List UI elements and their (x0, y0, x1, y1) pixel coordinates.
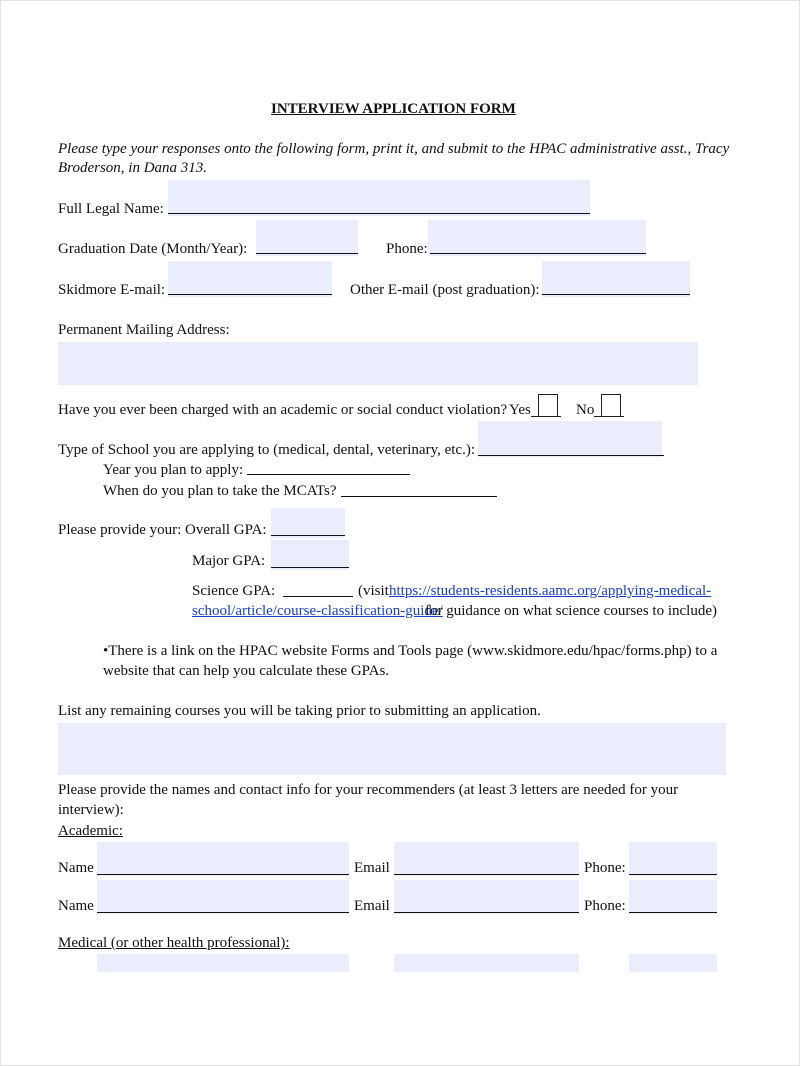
full-name-underline (168, 213, 590, 214)
courses-field[interactable] (58, 723, 726, 775)
other-email-label: Other E-mail (post graduation): (350, 282, 540, 298)
recommender-1-email-underline (394, 874, 579, 875)
recommender-2-name-field[interactable] (97, 880, 349, 914)
other-email-field[interactable] (542, 261, 690, 297)
medical-name-field[interactable] (97, 954, 349, 972)
graduation-label: Graduation Date (Month/Year): (58, 241, 248, 257)
medical-phone-field[interactable] (629, 954, 717, 972)
academic-heading: Academic: (58, 823, 123, 839)
recommender-2-name-label: Name (58, 898, 94, 914)
science-gpa-underline[interactable] (283, 596, 353, 597)
school-type-underline (478, 455, 664, 456)
address-label: Permanent Mailing Address: (58, 322, 230, 338)
yes-label: Yes (509, 402, 531, 418)
address-field[interactable] (58, 342, 698, 385)
visit-open: (visit (358, 583, 389, 599)
yes-checkbox[interactable] (538, 394, 558, 416)
recommender-2-name-underline (97, 912, 349, 913)
recommender-2-email-underline (394, 912, 579, 913)
recommender-2-email-label: Email (354, 898, 390, 914)
aamc-link-part-1[interactable]: https://students-residents.aamc.org/applying-medical- (389, 583, 712, 599)
major-gpa-label: Major GPA: (192, 553, 266, 569)
gpa-note-line-1: •There is a link on the HPAC website Forms and Tools page (www.skidmore.edu/hpac/forms.php) to a (103, 643, 718, 659)
recommender-2-phone-underline (629, 912, 717, 913)
recommender-1-email-field[interactable] (394, 842, 579, 876)
instructions-line-1: Please type your responses onto the following form, print it, and submit to the HPAC administrative asst., Tracy (58, 141, 730, 157)
skidmore-email-underline (168, 294, 332, 295)
form-title: INTERVIEW APPLICATION FORM (271, 101, 516, 117)
major-gpa-underline (271, 567, 349, 568)
other-email-underline (542, 294, 690, 295)
school-type-label: Type of School you are applying to (medical, dental, veterinary, etc.): (58, 442, 475, 458)
graduation-field[interactable] (256, 220, 358, 256)
recommender-1-name-field[interactable] (97, 842, 349, 876)
full-name-field[interactable] (168, 180, 590, 216)
skidmore-email-field[interactable] (168, 261, 332, 297)
major-gpa-field[interactable] (271, 540, 349, 570)
recommenders-line-2: interview): (58, 802, 124, 818)
year-apply-underline[interactable] (247, 474, 410, 475)
overall-gpa-label: Please provide your: Overall GPA: (58, 522, 267, 538)
no-label: No (576, 402, 595, 418)
recommender-2-phone-label: Phone: (584, 898, 626, 914)
no-checkbox[interactable] (601, 394, 621, 416)
graduation-underline (256, 253, 358, 254)
visit-tail: for guidance on what science courses to include) (425, 603, 717, 619)
mcat-underline[interactable] (341, 496, 497, 497)
recommender-2-email-field[interactable] (394, 880, 579, 914)
overall-gpa-field[interactable] (271, 508, 345, 538)
recommender-1-name-label: Name (58, 860, 94, 876)
recommenders-line-1: Please provide the names and contact info for your recommenders (at least 3 letters are needed for your (58, 782, 679, 798)
medical-heading: Medical (or other health professional): (58, 935, 290, 951)
instructions-line-2: Broderson, in Dana 313. (58, 160, 208, 176)
violation-question: Have you ever been charged with an academic or social conduct violation? (58, 402, 508, 418)
no-checkbox-underline (594, 416, 624, 417)
aamc-link-part-2[interactable]: school/article/course-classification-guide/ (192, 603, 443, 619)
medical-email-field[interactable] (394, 954, 579, 972)
yes-checkbox-underline (531, 416, 561, 417)
full-name-label: Full Legal Name: (58, 201, 164, 217)
skidmore-email-label: Skidmore E-mail: (58, 282, 166, 298)
science-gpa-label: Science GPA: (192, 583, 276, 599)
phone-underline (430, 253, 646, 254)
recommender-1-name-underline (97, 874, 349, 875)
phone-label: Phone: (386, 241, 428, 257)
recommender-2-phone-field[interactable] (629, 880, 717, 914)
recommender-1-phone-field[interactable] (629, 842, 717, 876)
overall-gpa-underline (271, 535, 345, 536)
school-type-field[interactable] (478, 421, 662, 457)
year-apply-label: Year you plan to apply: (103, 462, 244, 478)
gpa-note-line-2: website that can help you calculate these GPAs. (103, 663, 390, 679)
recommender-1-phone-label: Phone: (584, 860, 626, 876)
recommender-1-phone-underline (629, 874, 717, 875)
phone-field[interactable] (428, 220, 646, 256)
recommender-1-email-label: Email (354, 860, 390, 876)
courses-label: List any remaining courses you will be taking prior to submitting an application. (58, 703, 541, 719)
mcat-label: When do you plan to take the MCATs? (103, 483, 337, 499)
